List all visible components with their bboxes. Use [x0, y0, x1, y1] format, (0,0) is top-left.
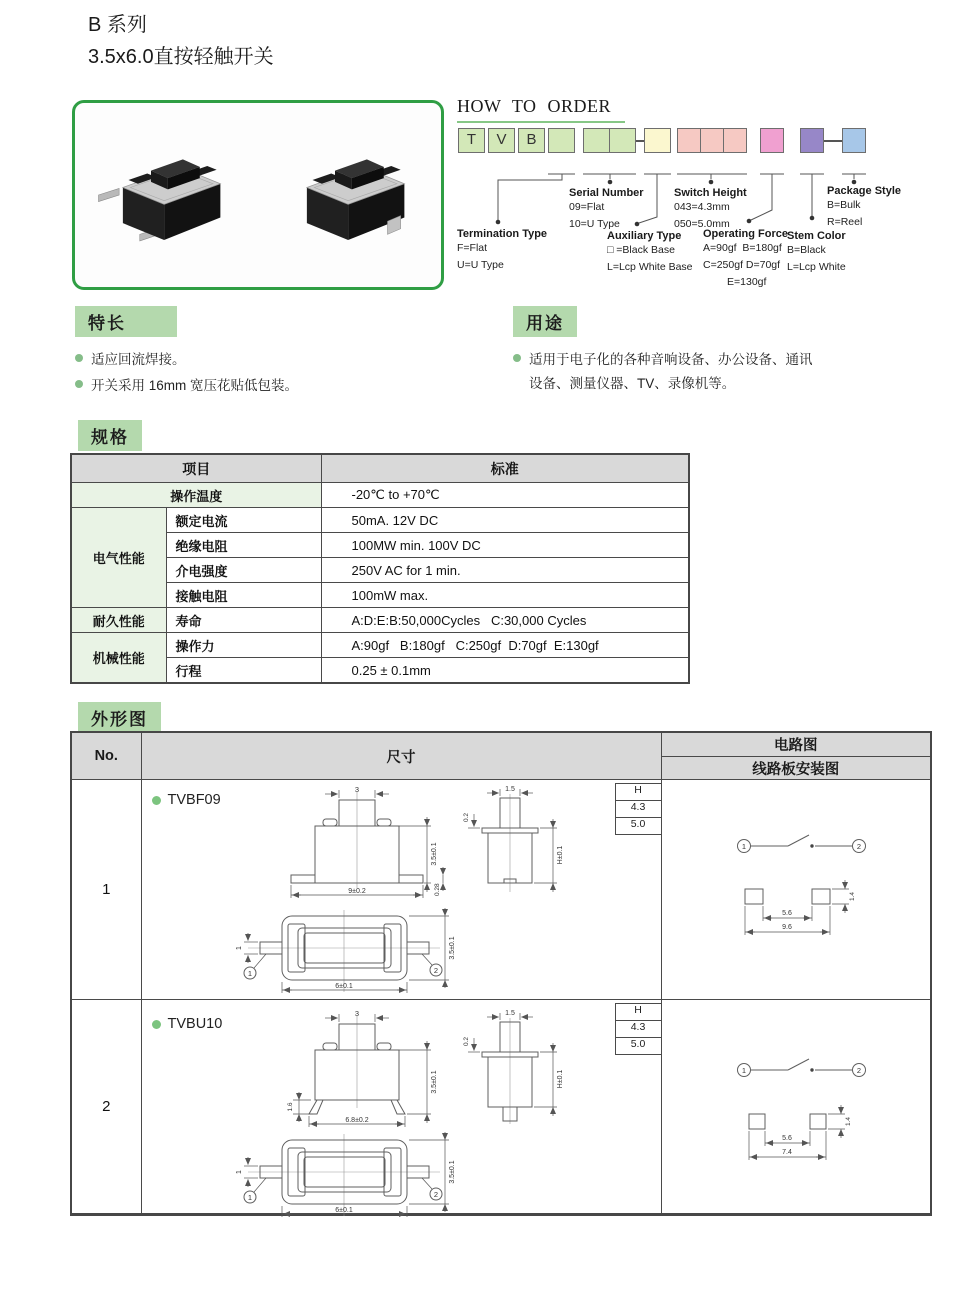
- side-view-drawing: [460, 1008, 570, 1130]
- outline-col-no: No.: [71, 732, 141, 780]
- svg-text:3.5±0.1: 3.5±0.1: [430, 1070, 438, 1094]
- spec-value: 0.25 ± 0.1mm: [321, 658, 689, 684]
- circuit-diagram: [732, 1052, 872, 1088]
- spec-value: 100mW max.: [321, 583, 689, 608]
- bullet-icon: [75, 354, 83, 362]
- features-section: [75, 306, 495, 397]
- svg-text:6±0.1: 6±0.1: [334, 1207, 353, 1214]
- svg-text:3.5±0.1: 3.5±0.1: [448, 936, 456, 960]
- application-item-wrap: 设备、测量仪器、TV、录像机等。: [529, 376, 736, 391]
- svg-text:2: 2: [856, 1066, 861, 1075]
- svg-text:3: 3: [354, 785, 359, 794]
- outline-table: [70, 731, 932, 1216]
- order-label-height: Switch Height 043=4.3mm 050=5.0mm: [674, 187, 747, 230]
- order-label-serial: Serial Number 09=Flat 10=U Type: [569, 187, 644, 230]
- order-code-box-v: V: [488, 128, 515, 153]
- order-code-box-height-1: [677, 128, 701, 153]
- front-view-drawing: [267, 784, 447, 906]
- svg-text:2: 2: [433, 966, 438, 975]
- svg-text:H±0.1: H±0.1: [556, 845, 564, 865]
- spec-value: A:D:E:B:50,000Cycles C:30,000 Cycles: [321, 608, 689, 633]
- spec-label: 寿命: [166, 608, 321, 633]
- svg-text:0.2: 0.2: [462, 1036, 470, 1046]
- svg-text:6±0.1: 6±0.1: [334, 983, 353, 990]
- spec-label: 额定电流: [166, 508, 321, 533]
- order-code-box-t: T: [458, 128, 485, 153]
- table-row: [71, 780, 931, 1000]
- svg-text:3.5±0.1: 3.5±0.1: [448, 1160, 456, 1184]
- spec-value: 250V AC for 1 min.: [321, 558, 689, 583]
- front-view-drawing: [267, 1008, 447, 1130]
- circuit-cell: [662, 780, 931, 999]
- table-row: [71, 508, 689, 533]
- svg-text:1.4: 1.4: [844, 1116, 852, 1127]
- table-row: [71, 608, 689, 633]
- dimension-cell: [142, 780, 661, 999]
- order-code-connector-2: [824, 140, 842, 142]
- product-photo-panel: [72, 100, 444, 290]
- specs-header: 规格: [78, 420, 142, 451]
- order-label-termination: Termination Type F=Flat U=U Type: [457, 228, 548, 271]
- svg-text:3.5±0.1: 3.5±0.1: [430, 842, 438, 866]
- svg-text:1.4: 1.4: [848, 891, 856, 902]
- how-to-order-section: [455, 96, 925, 300]
- pcb-layout-drawing: [727, 1100, 877, 1170]
- order-code-connector: [636, 140, 644, 142]
- circuit-cell: [662, 1000, 931, 1213]
- spec-value: A:90gf B:180gf C:250gf D:70gf E:130gf: [321, 633, 689, 658]
- svg-text:0.28: 0.28: [433, 883, 441, 896]
- order-label-auxiliary: Auxiliary Type □ =Black Base L=Lcp White Base: [607, 230, 693, 273]
- order-code-box-force: [760, 128, 784, 153]
- features-header: 特长: [75, 306, 177, 337]
- spec-group: 电气性能: [71, 508, 166, 608]
- svg-text:3: 3: [354, 1009, 359, 1018]
- applications-header: 用途: [513, 306, 577, 337]
- top-view-drawing: [232, 1130, 457, 1220]
- order-code-box-auxiliary: [644, 128, 671, 153]
- table-row: [71, 454, 689, 483]
- top-view-drawing: [232, 906, 457, 996]
- spec-value: 100MW min. 100V DC: [321, 533, 689, 558]
- outline-header: 外形图: [78, 702, 161, 733]
- pcb-layout-drawing: [727, 875, 877, 945]
- spec-value: -20℃ to +70℃: [321, 483, 689, 508]
- application-item: 适用于电子化的各种音响设备、办公设备、通讯: [513, 345, 933, 371]
- bullet-icon: [152, 1020, 161, 1029]
- svg-text:1.6: 1.6: [286, 1102, 294, 1112]
- svg-text:1.5: 1.5: [504, 786, 515, 793]
- order-code-box-serial-1: [583, 128, 610, 153]
- svg-text:1: 1: [235, 946, 243, 950]
- order-label-force: Operating Force A=90gf B=180gf C=250gf D=70gf E=130gf: [703, 228, 788, 288]
- svg-text:5.6: 5.6: [781, 1135, 792, 1142]
- svg-text:1: 1: [235, 1170, 243, 1174]
- svg-text:1: 1: [247, 969, 252, 978]
- how-to-order-title: HOW TO ORDER: [457, 96, 612, 116]
- bullet-icon: [152, 796, 161, 805]
- order-code-box-termination: [548, 128, 575, 153]
- series-title: B 系列: [88, 14, 147, 36]
- dimension-cell: [142, 1000, 661, 1213]
- svg-text:H±0.1: H±0.1: [556, 1069, 564, 1089]
- product-title: 3.5x6.0直按轻触开关: [88, 46, 274, 68]
- order-code-box-serial-2: [609, 128, 636, 153]
- spec-label: 操作温度: [71, 483, 321, 508]
- table-row: [71, 1000, 931, 1215]
- spec-label: 接触电阻: [166, 583, 321, 608]
- circuit-diagram: [732, 828, 872, 864]
- svg-text:9.6: 9.6: [781, 924, 792, 931]
- order-code-box-stem: [800, 128, 824, 153]
- how-to-order-underline: [457, 121, 625, 123]
- table-row: [71, 633, 689, 658]
- outline-row-number: 1: [71, 780, 141, 1000]
- product-photo-switch-1: [91, 129, 241, 261]
- svg-text:9±0.2: 9±0.2: [347, 888, 366, 895]
- height-table: H 4.3 5.0: [615, 1003, 662, 1055]
- spec-label: 介电强度: [166, 558, 321, 583]
- svg-text:7.4: 7.4: [781, 1149, 792, 1156]
- svg-text:2: 2: [433, 1190, 438, 1199]
- height-table: H 4.3 5.0: [615, 783, 662, 835]
- svg-text:2: 2: [856, 842, 861, 851]
- svg-text:6.8±0.2: 6.8±0.2: [344, 1117, 369, 1124]
- table-row: [71, 483, 689, 508]
- spec-col-standard: 标准: [321, 454, 689, 483]
- order-label-stem: Stem Color B=Black L=Lcp White: [787, 230, 846, 273]
- svg-text:0.2: 0.2: [462, 812, 470, 822]
- product-photo-switch-2: [275, 129, 425, 261]
- feature-item: 开关采用 16mm 宽压花贴低包装。: [75, 371, 495, 397]
- spec-label: 行程: [166, 658, 321, 684]
- spec-label: 绝缘电阻: [166, 533, 321, 558]
- order-code-box-height-3: [723, 128, 747, 153]
- applications-section: [513, 306, 933, 397]
- side-view-drawing: [460, 784, 570, 906]
- spec-label: 操作力: [166, 633, 321, 658]
- spec-group: 机械性能: [71, 633, 166, 684]
- model-label: TVBF09: [152, 792, 221, 808]
- order-code-box-height-2: [700, 128, 724, 153]
- svg-text:1: 1: [741, 1066, 746, 1075]
- svg-text:1.5: 1.5: [504, 1010, 515, 1017]
- outline-col-circuit: 电路图: [661, 732, 931, 757]
- svg-text:1: 1: [741, 842, 746, 851]
- bullet-icon: [75, 380, 83, 388]
- outline-row-number: 2: [71, 1000, 141, 1215]
- spec-table: [70, 453, 690, 684]
- table-row: [71, 732, 931, 757]
- spec-group: 耐久性能: [71, 608, 166, 633]
- order-label-package: Package Style B=Bulk R=Reel: [827, 185, 901, 228]
- outline-col-pcb: 线路板安装图: [661, 757, 931, 780]
- svg-text:1: 1: [247, 1193, 252, 1202]
- spec-value: 50mA. 12V DC: [321, 508, 689, 533]
- spec-col-item: 项目: [71, 454, 321, 483]
- model-label: TVBU10: [152, 1016, 223, 1032]
- svg-text:5.6: 5.6: [781, 910, 792, 917]
- feature-item: 适应回流焊接。: [75, 345, 495, 371]
- order-code-box-b: B: [518, 128, 545, 153]
- outline-col-dim: 尺寸: [141, 732, 661, 780]
- bullet-icon: [513, 354, 521, 362]
- order-code-box-package: [842, 128, 866, 153]
